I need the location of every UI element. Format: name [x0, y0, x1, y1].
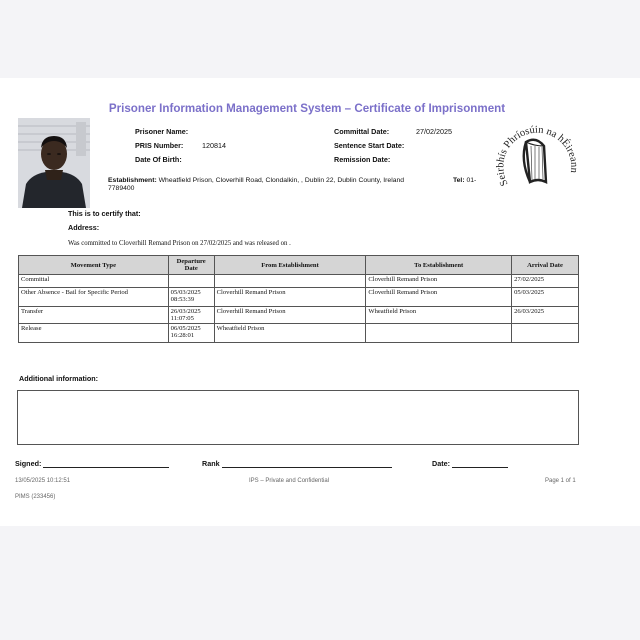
cell-from: Cloverhill Remand Prison	[214, 288, 366, 307]
cell-movement-type: Transfer	[19, 307, 169, 324]
movements-table	[18, 255, 579, 343]
dob-label: Date Of Birth:	[135, 155, 182, 164]
col-to-establishment: To Establishment	[366, 256, 512, 275]
sentence-start-label: Sentence Start Date:	[334, 141, 405, 150]
pris-number-label: PRIS Number:	[135, 141, 184, 150]
rank-line	[222, 459, 392, 468]
prisoner-name-label: Prisoner Name:	[135, 127, 189, 136]
additional-info-box	[17, 390, 579, 445]
cell-from	[214, 275, 366, 288]
col-arrival-date: Arrival Date	[512, 256, 579, 275]
footer-page-number: Page 1 of 1	[545, 478, 576, 484]
harp-icon	[524, 140, 546, 182]
signed-label: Signed:	[15, 459, 42, 468]
footer-confidential: IPS – Private and Confidential	[249, 478, 330, 484]
rank-label: Rank	[202, 459, 220, 468]
date-field	[432, 459, 508, 468]
table-row	[19, 275, 579, 288]
committal-date-value: 27/02/2025	[416, 127, 452, 136]
table-row	[19, 307, 579, 324]
signed-line	[43, 459, 169, 468]
col-from-establishment: From Establishment	[214, 256, 366, 275]
cell-arrival: 27/02/2025	[512, 275, 579, 288]
rank-field	[202, 459, 392, 468]
signed-field	[15, 459, 169, 468]
document-title: Prisoner Information Management System – Certificate of Imprisonment	[108, 102, 506, 115]
cell-arrival: 05/03/2025	[512, 288, 579, 307]
cell-departure: 06/05/2025 16:28:01	[168, 324, 214, 343]
tel-label: Tel:	[453, 177, 465, 184]
cell-arrival: 26/03/2025	[512, 307, 579, 324]
prisoner-photo	[18, 118, 90, 208]
committal-date-label: Committal Date:	[334, 127, 390, 136]
tel-value-part1: 01-	[466, 177, 477, 184]
additional-info-label: Additional information:	[19, 374, 99, 383]
cell-departure: 05/03/2025 08:53:39	[168, 288, 214, 307]
svg-text:Seirbhís Phríosúin na hÉireann	[495, 125, 579, 188]
footer-reference: PIMS (233456)	[15, 494, 56, 500]
col-departure-date: Departure Date	[168, 256, 214, 275]
cell-departure: 26/03/2025 11:07:05	[168, 307, 214, 324]
cell-to	[366, 324, 512, 343]
establishment-address: Wheatfield Prison, Cloverhill Road, Clondalkin, , Dublin 22, Dublin County, Ireland	[158, 177, 405, 184]
pris-number-value: 120814	[202, 141, 226, 150]
cell-to: Wheatfield Prison	[366, 307, 512, 324]
tel-line	[453, 177, 476, 184]
cell-to: Cloverhill Remand Prison	[366, 288, 512, 307]
address-label: Address:	[68, 223, 100, 232]
irish-prison-service-seal	[490, 116, 582, 208]
footer-timestamp: 13/05/2025 10:12:51	[15, 478, 71, 484]
date-line	[452, 459, 508, 468]
cell-movement-type: Release	[19, 324, 169, 343]
remission-date-label: Remission Date:	[334, 155, 391, 164]
certify-text: This is to certify that:	[68, 209, 141, 218]
date-label: Date:	[432, 459, 450, 468]
seal-text: Seirbhís Phríosúin na hÉireann	[495, 124, 580, 188]
establishment-line	[108, 177, 404, 184]
table-row	[19, 324, 579, 343]
tel-value-part2: 7789400	[108, 185, 135, 192]
committal-statement: Was committed to Cloverhill Remand Prison on 27/02/2025 and was released on .	[68, 240, 291, 247]
cell-from: Cloverhill Remand Prison	[214, 307, 366, 324]
cell-to: Cloverhill Remand Prison	[366, 275, 512, 288]
movements-header-row	[19, 256, 579, 275]
cell-from: Wheatfield Prison	[214, 324, 366, 343]
cell-movement-type: Other Absence - Bail for Specific Period	[19, 288, 169, 307]
table-row	[19, 288, 579, 307]
cell-departure	[168, 275, 214, 288]
establishment-label: Establishment:	[108, 177, 157, 184]
cell-arrival	[512, 324, 579, 343]
certificate-page	[0, 78, 640, 526]
cell-movement-type: Committal	[19, 275, 169, 288]
col-movement-type: Movement Type	[19, 256, 169, 275]
